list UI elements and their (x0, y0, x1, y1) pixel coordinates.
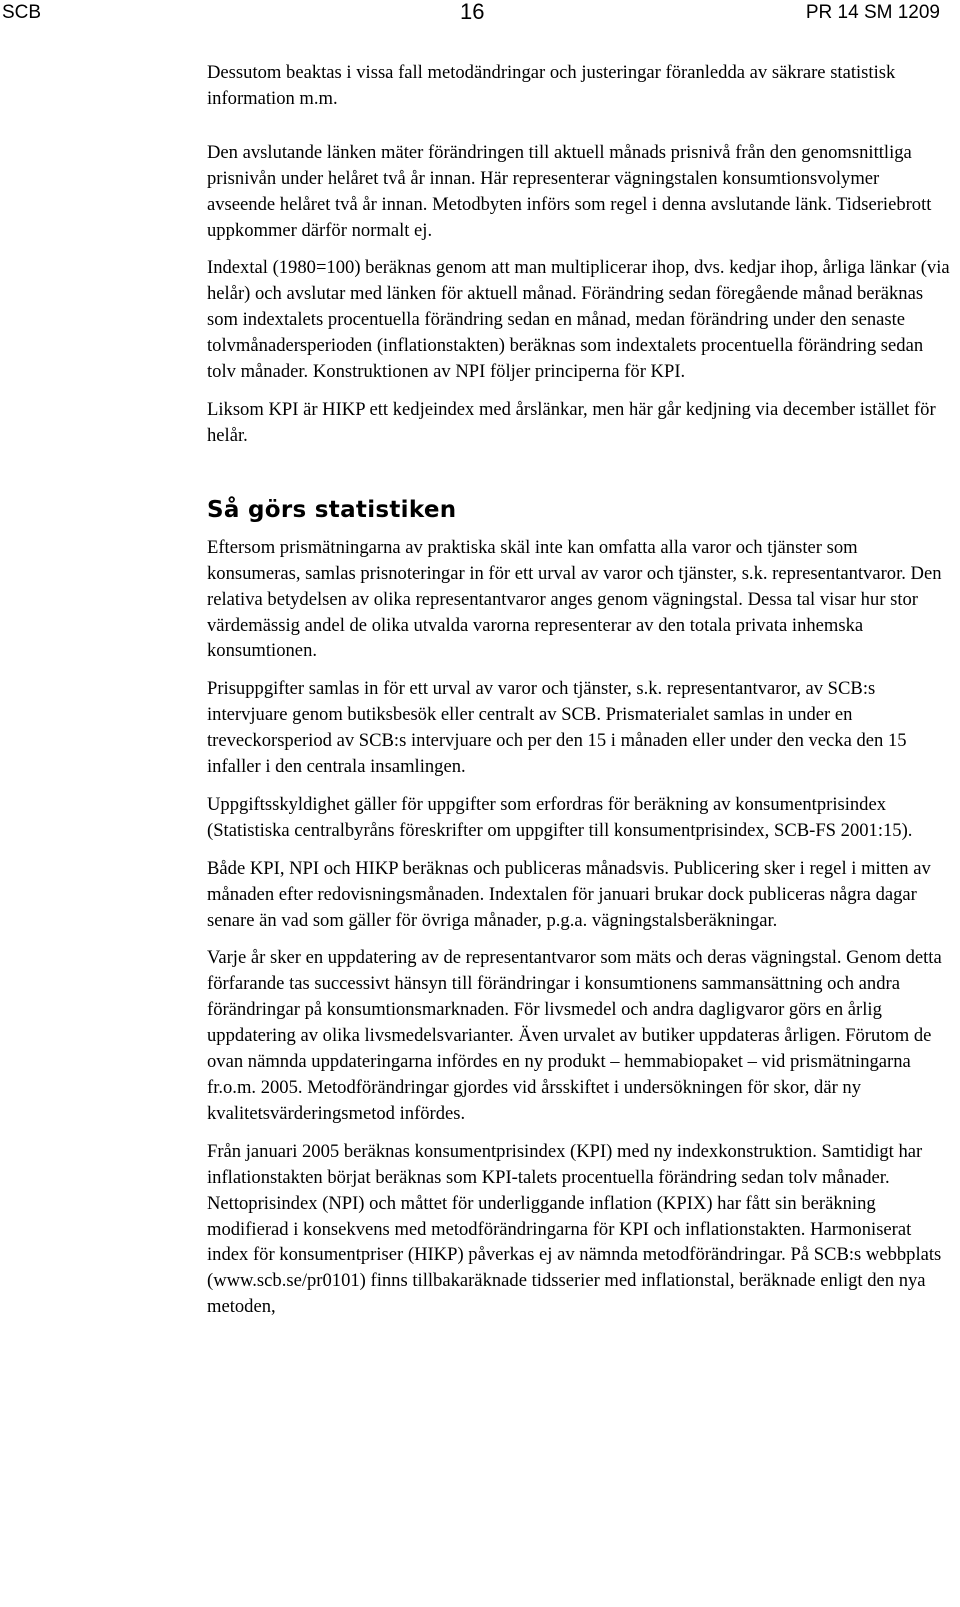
page-header (0, 0, 960, 30)
paragraph: Både KPI, NPI och HIKP beräknas och publiceras månadsvis. Publicering sker i regel i mitten av månaden efter redovisningsmånaden. Indextalen för januari brukar dock publiceras några dagar senare än vad som gäller för övriga månader, p.g.a. vägningstalsberäkningar. (207, 857, 931, 931)
header-org: SCB (2, 2, 42, 23)
section-heading: Så görs statistiken (207, 496, 457, 523)
paragraph: Uppgiftsskyldighet gäller för uppgifter som erfordras för beräkning av konsumentprisindex (Statistiska centralbyråns föreskrifter om uppgifter till konsumentprisindex, SCB-FS 2001:15). (207, 793, 913, 841)
document-id: PR 14 SM 1209 (805, 2, 940, 23)
page-number: 16 (460, 0, 485, 24)
paragraph: Från januari 2005 beräknas konsumentprisindex (KPI) med ny indexkonstruktion. Samtidigt har inflationstakten börjat beräknas som KPI-talets procentuella förändring sedan tolv månader. Nettoprisindex (NPI) och måttet för underliggande inflation (KPIX) har fått sin beräkning modifierad i konsekvens med metodförändringarna för KPI och inflationstakten. Harmoniserat index för konsumentpriser (HIKP) påverkas ej av nämnda metodförändringar. På SCB:s webbplats (www.scb.se/pr0101) finns tillbakaräknade tidsserier med inflationstal, beräknade enligt den nya metoden, (207, 1140, 942, 1318)
document-body (207, 60, 952, 1320)
paragraph: Indextal (1980=100) beräknas genom att man multiplicerar ihop, dvs. kedjar ihop, årliga länkar (via helår) och avslutar med länken för aktuell månad. Förändring sedan föregående månad beräknas som indextalets procentuella förändring sedan en månad, medan förändring under den senaste tolvmånadersperioden (inflationstakten) beräknas som indextalets procentuella förändring sedan tolv månader. Konstruktionen av NPI följer principerna för KPI. (207, 257, 950, 383)
paragraph: Den avslutande länken mäter förändringen till aktuell månads prisnivå från den genomsnittliga prisnivån under helåret två år innan. Här representerar vägningstalen konsumtionsvolymer avseende helåret två år innan. Metodbyten införs som regel i denna avslutande länk. Tidseriebrott uppkommer därför normalt ej. (207, 141, 932, 241)
paragraph: Varje år sker en uppdatering av de representantvaror som mäts och deras vägningstal. Genom detta förfarande tas successivt hänsyn till förändringar i konsumtionens sammansättning och andra förändringar på konsumtionsmarknaden. För livsmedel och andra dagligvaror görs en årlig uppdatering av olika livsmedelsvarianter. Även urvalet av butiker uppdateras årligen. Förutom de ovan nämnda uppdateringarna infördes en ny produkt – hemmabiopaket – vid prismätningarna fr.o.m. 2005. Metodförändringar gjordes vid årsskiftet i undersökningen för skor, där ny kvalitetsvärderingsmetod infördes. (207, 947, 942, 1124)
paragraph: Dessutom beaktas i vissa fall metodändringar och justeringar föranledda av säkrare statistisk information m.m. (207, 62, 896, 109)
paragraph: Eftersom prismätningarna av praktiska skäl inte kan omfatta alla varor och tjänster som konsumeras, samlas prisnoteringar in för ett urval av varor och tjänster, s.k. representantvaror. Den relativa betydelsen av olika representantvaror anges genom vägningstal. Dessa tal visar hur stor värdemässig andel de olika utvalda varorna representerar av den totala privata inhemska konsumtionen. (207, 536, 942, 662)
paragraph: Prisuppgifter samlas in för ett urval av varor och tjänster, s.k. representantvaror, av SCB:s intervjuare genom butiksbesök eller centralt av SCB. Prismaterialet samlas in under en treveckorsperiod av SCB:s intervjuare och per den 15 i månaden eller under den vecka den 15 infaller i den centrala insamlingen. (207, 678, 907, 778)
paragraph: Liksom KPI är HIKP ett kedjeindex med årslänkar, men här går kedjning via december istället för helår. (207, 398, 936, 446)
